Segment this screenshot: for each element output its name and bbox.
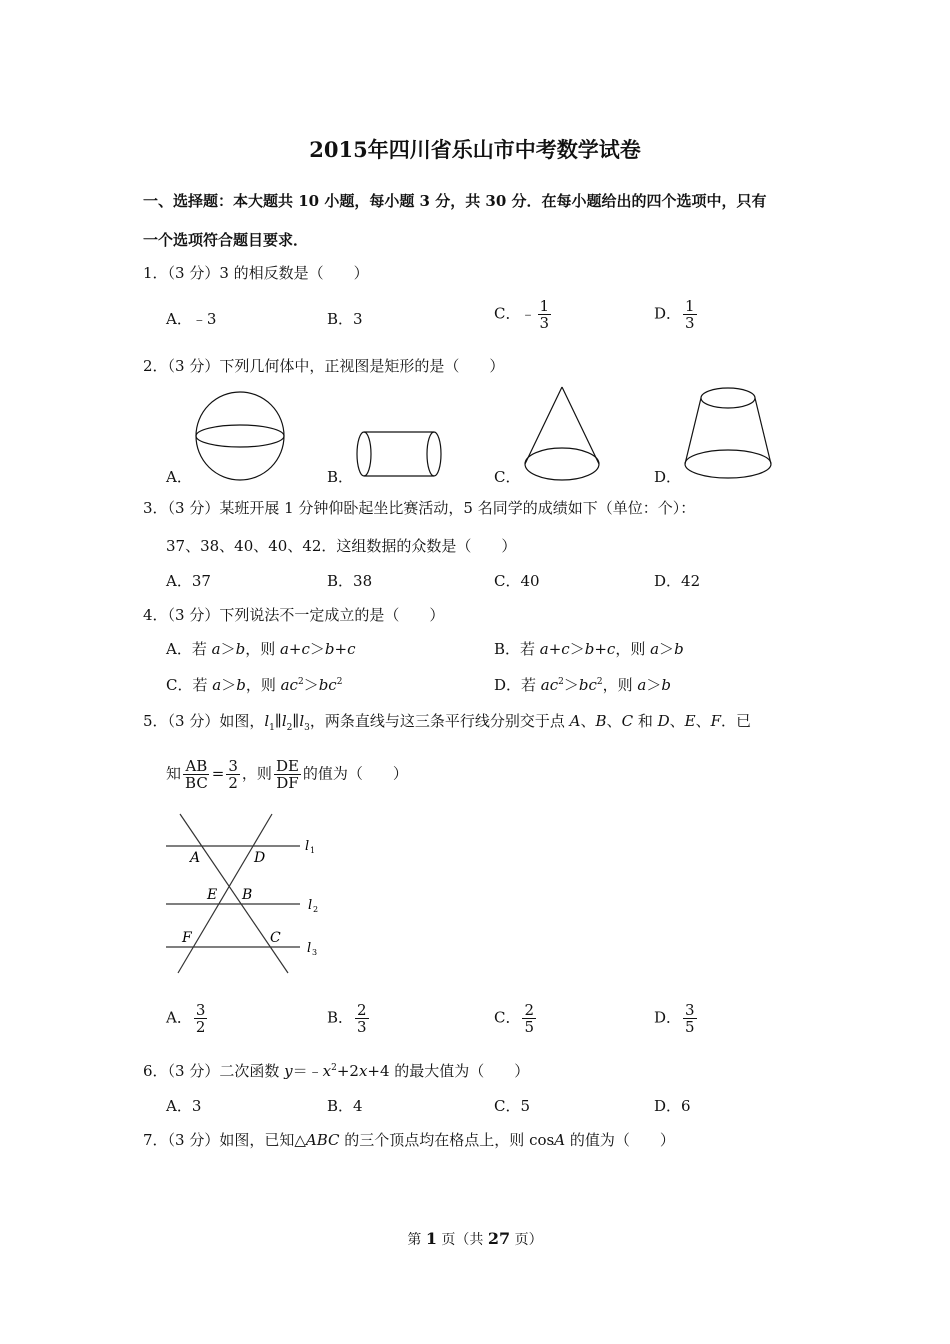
text: ＞ bbox=[309, 640, 325, 658]
text: 、 bbox=[695, 712, 711, 730]
question-6-option-b: B．4 bbox=[327, 1097, 363, 1115]
var: a bbox=[211, 640, 221, 658]
question-3-stem: 3．（3 分）某班开展 1 分钟仰卧起坐比赛活动，5 名同学的成绩如下（单位：个）： bbox=[143, 499, 696, 517]
question-5-stem bbox=[143, 710, 751, 733]
var: b bbox=[661, 676, 671, 694]
text: ∥ bbox=[292, 712, 300, 730]
fraction bbox=[683, 298, 697, 331]
fraction-ab-bc bbox=[183, 758, 210, 791]
exponent: 2 bbox=[336, 677, 343, 687]
text: 页） bbox=[510, 1232, 543, 1248]
text: ＞ bbox=[646, 676, 662, 694]
numerator: 2 bbox=[524, 1001, 535, 1019]
numerator: 1 bbox=[685, 297, 695, 315]
var: b bbox=[674, 640, 684, 658]
var: F bbox=[710, 712, 722, 730]
label-l1: l bbox=[305, 839, 310, 854]
label-a: A bbox=[190, 850, 201, 866]
text: 的值为（ ） bbox=[565, 1131, 675, 1149]
option-label: C． bbox=[494, 1008, 521, 1027]
var: a bbox=[212, 676, 222, 694]
cone-figure bbox=[520, 384, 604, 486]
page-title: 2015年四川省乐山市中考数学试卷 bbox=[309, 137, 641, 162]
text: +2 bbox=[336, 1062, 359, 1080]
label-l2-sub: 2 bbox=[313, 905, 319, 914]
minus-sign: ﹣ bbox=[520, 304, 536, 323]
text: 页（共 bbox=[436, 1232, 488, 1248]
question-3-option-d: D．42 bbox=[654, 572, 701, 590]
var: x bbox=[358, 1062, 368, 1080]
subscript: 3 bbox=[304, 723, 310, 733]
text: 、 bbox=[606, 712, 622, 730]
fraction bbox=[683, 1002, 697, 1035]
question-3-stem-line2: 37、38、40、40、42．这组数据的众数是（ ） bbox=[166, 537, 517, 555]
text: 、 bbox=[669, 712, 685, 730]
text: D．若 bbox=[494, 676, 541, 694]
var: b bbox=[235, 640, 246, 658]
denominator: 2 bbox=[228, 774, 238, 792]
subscript: 1 bbox=[269, 723, 275, 733]
text: +4 的最大值为（ ） bbox=[367, 1062, 530, 1080]
fraction bbox=[355, 1002, 369, 1035]
denominator: BC bbox=[185, 774, 208, 792]
denominator: 3 bbox=[357, 1018, 367, 1036]
var: a+c bbox=[539, 640, 570, 658]
text: 6．（3 分）二次函数 bbox=[143, 1062, 285, 1080]
question-5-stem-line2 bbox=[166, 758, 408, 791]
cylinder-figure bbox=[352, 428, 446, 480]
fraction-de-df bbox=[274, 758, 301, 791]
var: a bbox=[637, 676, 647, 694]
var: D bbox=[657, 712, 670, 730]
parallel-lines-figure bbox=[160, 810, 330, 980]
text: 和 bbox=[633, 712, 658, 730]
var: bc bbox=[318, 676, 337, 694]
numerator: AB bbox=[185, 757, 208, 775]
var: A bbox=[569, 712, 581, 730]
section-heading-line1: 一、选择题：本大题共 10 小题，每小题 3 分，共 30 分．在每小题给出的四个选项中，只有 bbox=[143, 192, 767, 210]
text: ，则 bbox=[245, 676, 281, 694]
var: ac bbox=[540, 676, 559, 694]
question-7-stem bbox=[143, 1129, 675, 1150]
text: ∥ bbox=[274, 712, 282, 730]
question-3-option-b: B．38 bbox=[327, 572, 373, 590]
text: ＞ bbox=[659, 640, 675, 658]
var: l bbox=[264, 712, 270, 730]
fraction bbox=[538, 298, 552, 331]
text: ＝﹣ bbox=[292, 1062, 323, 1080]
label-f: F bbox=[182, 930, 192, 946]
question-2-stem: 2．（3 分）下列几何体中，正视图是矩形的是（ ） bbox=[143, 357, 505, 375]
numerator: DE bbox=[275, 757, 299, 775]
var: y bbox=[284, 1062, 293, 1080]
option-label: B． bbox=[327, 1008, 354, 1027]
question-6-stem bbox=[143, 1060, 529, 1081]
var: B bbox=[595, 712, 607, 730]
var: ac bbox=[280, 676, 298, 694]
question-5-option-d bbox=[654, 1002, 699, 1035]
text: 的三个顶点均在格点上，则 cos bbox=[339, 1131, 555, 1149]
fraction bbox=[194, 1002, 208, 1035]
text: 第 bbox=[407, 1232, 426, 1248]
fraction-3-2 bbox=[226, 758, 240, 791]
denominator: 5 bbox=[685, 1018, 695, 1036]
numerator: 3 bbox=[685, 1001, 695, 1019]
var: C bbox=[621, 712, 634, 730]
question-5-option-c bbox=[494, 1002, 538, 1035]
option-label: A． bbox=[166, 1008, 192, 1027]
frustum-figure bbox=[680, 384, 776, 486]
text: 的值为（ ） bbox=[302, 764, 408, 783]
question-4-option-c bbox=[166, 674, 342, 695]
question-1-option-c bbox=[494, 298, 553, 331]
question-3-option-a: A．37 bbox=[166, 572, 211, 590]
text: ＞ bbox=[303, 676, 319, 694]
var: l bbox=[299, 712, 305, 730]
text: ＞ bbox=[221, 676, 237, 694]
text: ＞ bbox=[220, 640, 236, 658]
label-c: C bbox=[270, 930, 281, 946]
text: ＞ bbox=[569, 640, 585, 658]
question-4-option-a bbox=[166, 638, 355, 659]
text: 知 bbox=[166, 764, 182, 783]
var: a+c bbox=[279, 640, 310, 658]
option-label: C． bbox=[494, 304, 521, 323]
denominator: 3 bbox=[539, 314, 550, 332]
numerator: 3 bbox=[228, 757, 238, 775]
question-1-option-a: A．﹣3 bbox=[166, 310, 217, 328]
text: ＞ bbox=[563, 676, 579, 694]
text: B．若 bbox=[494, 640, 540, 658]
text: C．若 bbox=[166, 676, 213, 694]
exponent: 2 bbox=[297, 677, 304, 687]
var: l bbox=[281, 712, 287, 730]
denominator: DF bbox=[276, 774, 299, 792]
option-label: D． bbox=[654, 1008, 682, 1027]
numerator: 1 bbox=[539, 297, 550, 315]
question-2-option-d: D． bbox=[654, 468, 682, 486]
numerator: 2 bbox=[357, 1001, 367, 1019]
section-heading-line2: 一个选项符合题目要求． bbox=[143, 231, 309, 249]
label-l3: l bbox=[307, 941, 312, 956]
fraction bbox=[522, 1002, 536, 1035]
exponent: 2 bbox=[558, 677, 564, 687]
label-l2: l bbox=[308, 898, 313, 913]
text: ，则 bbox=[241, 764, 272, 783]
var: b bbox=[236, 676, 246, 694]
exponent: 2 bbox=[596, 677, 603, 687]
exponent: 2 bbox=[331, 1063, 337, 1073]
var: bc bbox=[578, 676, 597, 694]
page-total: 27 bbox=[487, 1229, 511, 1248]
question-3-option-c: C．40 bbox=[494, 572, 540, 590]
question-5-option-a bbox=[166, 1002, 209, 1035]
subscript: 2 bbox=[286, 723, 293, 733]
var: E bbox=[684, 712, 696, 730]
text: ，则 bbox=[615, 640, 651, 658]
denominator: 3 bbox=[685, 314, 695, 332]
question-4-stem: 4．（3 分）下列说法不一定成立的是（ ） bbox=[143, 606, 445, 624]
question-6-option-c: C．5 bbox=[494, 1097, 531, 1115]
text: 5．（3 分）如图， bbox=[143, 712, 265, 730]
question-5-option-b bbox=[327, 1002, 371, 1035]
label-b: B bbox=[242, 887, 253, 903]
denominator: 2 bbox=[195, 1018, 206, 1036]
question-2-option-b: B． bbox=[327, 468, 354, 486]
page-footer bbox=[0, 1229, 950, 1249]
var: a bbox=[650, 640, 660, 658]
sphere-figure bbox=[190, 388, 294, 484]
question-1-stem: 1．（3 分）3 的相反数是（ ） bbox=[143, 264, 369, 282]
text: ，两条直线与这三条平行线分别交于点 bbox=[309, 712, 570, 730]
numerator: 3 bbox=[195, 1001, 206, 1019]
var: A bbox=[554, 1131, 566, 1149]
label-d: D bbox=[254, 850, 266, 866]
text: 7．（3 分）如图，已知△ bbox=[143, 1131, 306, 1149]
page-number: 1 bbox=[425, 1229, 437, 1248]
var: ABC bbox=[305, 1131, 340, 1149]
text: ，则 bbox=[602, 676, 638, 694]
var: b+c bbox=[324, 640, 356, 658]
text: = bbox=[211, 764, 225, 783]
question-2-option-c: C． bbox=[494, 468, 521, 486]
label-e: E bbox=[207, 887, 218, 903]
question-2-option-a: A． bbox=[166, 468, 192, 486]
text: ，则 bbox=[245, 640, 280, 658]
var: x bbox=[322, 1062, 332, 1080]
text: ．已 bbox=[721, 712, 752, 730]
text: 、 bbox=[580, 712, 596, 730]
question-6-option-d: D．6 bbox=[654, 1097, 691, 1115]
option-label: D． bbox=[654, 304, 682, 323]
question-4-option-d bbox=[494, 674, 671, 695]
question-1-option-b: B．3 bbox=[327, 310, 363, 328]
text: A．若 bbox=[166, 640, 212, 658]
label-l3-sub: 3 bbox=[312, 948, 318, 957]
denominator: 5 bbox=[524, 1018, 535, 1036]
var: b+c bbox=[584, 640, 616, 658]
label-l1-sub: 1 bbox=[310, 846, 316, 855]
question-4-option-b bbox=[494, 638, 684, 659]
question-6-option-a: A．3 bbox=[166, 1097, 202, 1115]
question-1-option-d bbox=[654, 298, 699, 331]
